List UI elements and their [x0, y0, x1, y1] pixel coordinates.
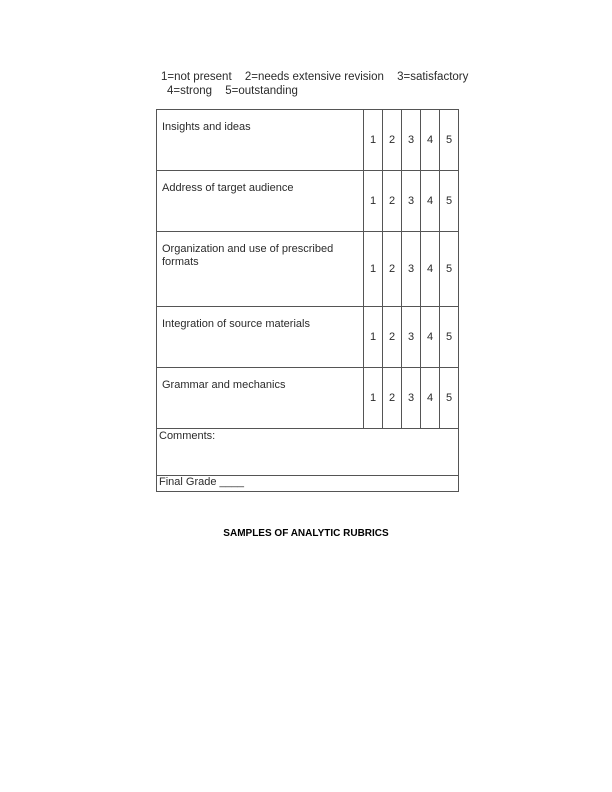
- score-5: 5: [440, 368, 459, 429]
- score-5: 5: [440, 307, 459, 368]
- score-5: 5: [440, 110, 459, 171]
- criterion-label: Address of target audience: [157, 171, 364, 232]
- score-4: 4: [421, 171, 440, 232]
- score-2: 2: [383, 171, 402, 232]
- score-4: 4: [421, 232, 440, 307]
- scale-4-label: 4=strong: [167, 84, 213, 97]
- score-5: 5: [440, 171, 459, 232]
- analytic-rubric-table: [156, 109, 459, 492]
- scale-key-line-2: [161, 85, 478, 99]
- score-3: 3: [402, 307, 421, 368]
- score-2: 2: [383, 232, 402, 307]
- criterion-label: Insights and ideas: [157, 110, 364, 171]
- scale-key-line-1: [161, 71, 478, 85]
- score-4: 4: [421, 307, 440, 368]
- criterion-row-insights: [157, 110, 459, 171]
- score-3: 3: [402, 232, 421, 307]
- scale-1-label: 1=not present: [161, 71, 232, 83]
- criterion-row-grammar: [157, 368, 459, 429]
- criterion-row-audience: [157, 171, 459, 232]
- score-1: 1: [364, 307, 383, 368]
- rating-scale-key: [161, 71, 478, 98]
- scale-2-label: 2=needs extensive revision: [244, 71, 384, 83]
- score-4: 4: [421, 110, 440, 171]
- score-2: 2: [383, 307, 402, 368]
- score-2: 2: [383, 368, 402, 429]
- score-1: 1: [364, 368, 383, 429]
- figure-caption: SAMPLES OF ANALYTIC RUBRICS: [223, 528, 389, 539]
- score-1: 1: [364, 171, 383, 232]
- criterion-label: Grammar and mechanics: [157, 368, 364, 429]
- score-1: 1: [364, 110, 383, 171]
- score-1: 1: [364, 232, 383, 307]
- score-5: 5: [440, 232, 459, 307]
- comments-row: [157, 429, 459, 476]
- score-3: 3: [402, 110, 421, 171]
- scale-3-label: 3=satisfactory: [397, 71, 469, 83]
- score-3: 3: [402, 171, 421, 232]
- criterion-label: Organization and use of prescribed formats: [157, 232, 364, 307]
- scale-5-label: 5=outstanding: [225, 84, 298, 97]
- final-grade-label: Final Grade ____: [157, 476, 459, 492]
- final-grade-row: [157, 476, 459, 492]
- score-2: 2: [383, 110, 402, 171]
- criterion-row-sources: [157, 307, 459, 368]
- criterion-label: Integration of source materials: [157, 307, 364, 368]
- score-3: 3: [402, 368, 421, 429]
- score-4: 4: [421, 368, 440, 429]
- criterion-row-organization: [157, 232, 459, 307]
- comments-label: Comments:: [157, 429, 459, 476]
